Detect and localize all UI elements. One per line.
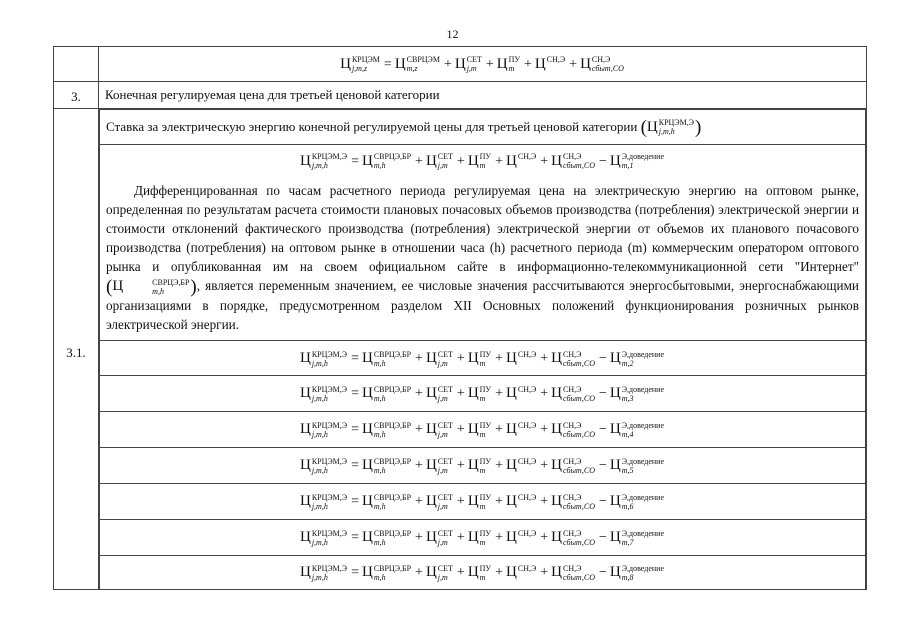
operator: +: [495, 458, 504, 474]
price-symbol: Ц СН,Э: [534, 55, 566, 72]
subscript: сбыт,СО: [563, 358, 595, 368]
subscript: j,m,z: [351, 64, 368, 74]
price-symbol: Ц СЕТ j,m: [454, 55, 482, 74]
operator: +: [415, 530, 423, 546]
subscript: j,m: [466, 64, 477, 74]
price-symbol: Ц КРЦЭМ,Э j,m,h: [299, 456, 348, 475]
operator: +: [443, 57, 452, 72]
superscript: СН,Э: [563, 528, 582, 538]
superscript: ПУ: [479, 152, 492, 162]
operator: +: [495, 565, 504, 581]
subscript: [518, 360, 536, 368]
superscript: СН,Э: [517, 349, 537, 359]
price-symbol: Ц Э,доведение m,8: [609, 563, 665, 582]
operator: −: [599, 351, 607, 367]
subscript: j,m: [437, 572, 448, 582]
superscript: КРЦЭМ,Э: [311, 420, 348, 430]
operator: =: [351, 565, 359, 581]
price-symbol: Ц СН,Э сбыт,СО: [551, 349, 595, 368]
price-symbol: Ц СВРЦЭ,БР m,h: [361, 528, 412, 547]
operator: −: [599, 565, 607, 581]
subscript: m,h: [373, 161, 386, 171]
paragraph-text: , является переменным значением, ее числовые значения рассчитываются энергосбытовыми, энергоснабжающими организациями в порядке, предусмотренном разделом XII Основных положений функционирования розничных рынков электрической энергии.: [106, 278, 859, 333]
superscript: СН,Э: [591, 55, 611, 65]
subscript: сбыт,СО: [563, 465, 595, 475]
operator: =: [351, 458, 359, 474]
superscript: КРЦЭМ,Э: [311, 456, 348, 466]
row-number-cell: [54, 109, 99, 590]
close-paren: ): [190, 276, 197, 298]
superscript: СН,Э: [563, 563, 582, 573]
subscript: m: [479, 393, 486, 403]
subscript: m: [479, 358, 486, 368]
operator: +: [456, 458, 465, 474]
price-symbol: Ц КРЦЭМ j,m,z: [340, 55, 380, 74]
row-content-cell: [99, 47, 867, 82]
subscript: m: [479, 429, 486, 439]
price-symbol: Ц Э,доведение m,4: [609, 420, 665, 439]
row-number: 3.1.: [66, 345, 86, 361]
price-symbol: Ц ПУ m: [467, 563, 492, 582]
subscript: m: [479, 161, 486, 171]
price-symbol: Ц СН,Э: [506, 349, 537, 367]
subscript: [518, 431, 536, 439]
subscript: j,m,h: [311, 465, 328, 475]
price-symbol: Ц ПУ m: [467, 384, 492, 403]
superscript: СВРЦЭ,БР: [373, 492, 412, 502]
subscript: m: [479, 501, 486, 511]
superscript: СЕТ: [437, 492, 453, 502]
superscript: СВРЦЭ,БР: [373, 456, 412, 466]
superscript: КРЦЭМ,Э: [311, 349, 348, 359]
superscript: КРЦЭМ,Э: [658, 118, 694, 128]
price-symbol: Ц СН,Э сбыт,СО: [551, 456, 595, 475]
superscript: СН,Э: [517, 456, 537, 466]
subscript: сбыт,СО: [563, 429, 595, 439]
subscript: m,3: [621, 393, 634, 403]
open-paren: (: [106, 276, 113, 298]
superscript: СН,Э: [517, 528, 537, 538]
price-symbol: Ц КРЦЭМ,Э j,m,h: [299, 152, 348, 171]
subscript: m,5: [621, 465, 634, 475]
operator: +: [495, 154, 504, 169]
price-symbol: Ц КРЦЭМ,Э j,m,h: [299, 492, 348, 511]
superscript: СВРЦЭ,БР: [373, 384, 412, 394]
subscript: m,h: [373, 393, 386, 403]
price-symbol: Ц Э,доведение m,6: [609, 492, 665, 511]
subscript: [518, 395, 536, 403]
superscript: ПУ: [479, 528, 492, 538]
page-number: 12: [446, 27, 459, 41]
price-symbol: Ц ПУ m: [467, 349, 492, 368]
formula: [100, 556, 865, 589]
formula: [99, 47, 866, 81]
superscript: ПУ: [479, 349, 492, 359]
subscript: m,2: [621, 358, 634, 368]
operator: +: [495, 351, 504, 367]
row-content-cell: [99, 109, 867, 590]
superscript: Э,доведение: [621, 420, 665, 430]
subscript: m,h: [152, 286, 164, 296]
subscript: j,m,h: [311, 161, 328, 171]
price-symbol: Ц СЕТ j,m: [425, 420, 453, 439]
subscript: j,m: [437, 358, 448, 368]
operator: =: [351, 386, 359, 402]
inline-symbol: [112, 277, 190, 296]
operator: +: [540, 565, 549, 581]
superscript: Э,доведение: [621, 456, 665, 466]
superscript: СЕТ: [437, 456, 453, 466]
subscript: j,m: [437, 537, 448, 547]
superscript: СЕТ: [437, 152, 453, 162]
price-symbol: Ц ПУ m: [496, 55, 521, 74]
subscript: j,m: [437, 465, 448, 475]
operator: +: [456, 422, 465, 438]
subscript: m,h: [373, 465, 386, 475]
subscript: [518, 503, 536, 511]
price-symbol: Ц КРЦЭМ,Э j,m,h: [299, 420, 348, 439]
formula: [100, 145, 865, 177]
price-symbol: Ц ПУ m: [467, 420, 492, 439]
superscript: Э,доведение: [621, 349, 665, 359]
operator: +: [415, 154, 423, 169]
subscript: [518, 574, 536, 582]
price-symbol: Ц СН,Э: [506, 563, 537, 581]
price-symbol: Ц СН,Э сбыт,СО: [580, 55, 624, 74]
formula: [100, 448, 865, 483]
price-symbol: Ц СВРЦЭ,БР m,h: [361, 563, 412, 582]
subscript: m,1: [621, 161, 634, 171]
price-symbol: Ц СН,Э сбыт,СО: [551, 492, 595, 511]
subscript: m,h: [373, 501, 386, 511]
row-number-cell: [54, 47, 99, 82]
superscript: СВРЦЭ,БР: [373, 152, 412, 162]
subscript: сбыт,СО: [563, 537, 595, 547]
operator: +: [540, 351, 549, 367]
open-paren: (: [640, 117, 647, 139]
row-content-cell: [99, 82, 867, 109]
subscript: [518, 539, 536, 547]
price-symbol: Ц Э,доведение m,2: [609, 349, 665, 368]
superscript: КРЦЭМ,Э: [311, 152, 348, 162]
operator: +: [540, 494, 549, 510]
subscript: m,6: [621, 501, 634, 511]
superscript: СН,Э: [517, 492, 537, 502]
subscript: m: [479, 572, 486, 582]
operator: =: [351, 530, 359, 546]
operator: −: [599, 494, 607, 510]
subscript: [518, 467, 536, 475]
operator: +: [456, 530, 465, 546]
subscript: j,m: [437, 429, 448, 439]
superscript: КРЦЭМ,Э: [311, 528, 348, 538]
operator: +: [540, 458, 549, 474]
superscript: СВРЦЭ,БР: [373, 420, 412, 430]
subscript: j,m,h: [311, 358, 328, 368]
operator: +: [540, 154, 549, 169]
superscript: СН,Э: [517, 152, 537, 162]
price-symbol: Ц ПУ m: [467, 456, 492, 475]
subscript: j,m,h: [311, 429, 328, 439]
price-symbol: Ц СВРЦЭ,БР m,h: [112, 277, 190, 296]
subsection-title: [100, 110, 865, 144]
subscript: j,m: [437, 161, 448, 171]
subscript: m,h: [373, 358, 386, 368]
price-symbol: Ц ПУ m: [467, 152, 492, 171]
subscript: m: [479, 537, 486, 547]
subscript: m: [479, 465, 486, 475]
superscript: КРЦЭМ,Э: [311, 492, 348, 502]
formula: [100, 412, 865, 447]
superscript: СН,Э: [563, 456, 582, 466]
price-symbol: Ц СН,Э: [506, 384, 537, 402]
section-title: Конечная регулируемая цена для третьей ценовой категории: [105, 87, 440, 102]
superscript: ПУ: [508, 55, 521, 65]
superscript: СВРЦЭ,БР: [373, 528, 412, 538]
subscript: m,7: [621, 537, 634, 547]
price-symbol: Ц СЕТ j,m: [425, 456, 453, 475]
superscript: Э,доведение: [621, 152, 665, 162]
price-symbol: Ц Э,доведение m,7: [609, 528, 665, 547]
subscript: [547, 65, 565, 73]
subscript: m: [508, 64, 515, 74]
close-paren: ): [694, 117, 702, 139]
operator: +: [415, 386, 423, 402]
price-symbol: Ц СЕТ j,m: [425, 492, 453, 511]
subscript: m,h: [373, 429, 386, 439]
price-symbol: Ц СН,Э сбыт,СО: [551, 384, 595, 403]
operator: +: [456, 386, 465, 402]
operator: +: [456, 351, 465, 367]
price-symbol: Ц СН,Э сбыт,СО: [551, 563, 595, 582]
operator: +: [569, 57, 578, 72]
subscript: j,m,h: [658, 127, 675, 137]
superscript: ПУ: [479, 563, 492, 573]
subscript: сбыт,СО: [563, 501, 595, 511]
formula: [100, 484, 865, 519]
price-symbol: Ц КРЦЭМ,Э j,m,h: [646, 118, 694, 137]
subscript: сбыт,СО: [563, 161, 595, 171]
superscript: СВРЦЭ,БР: [373, 349, 412, 359]
regulation-table: [53, 46, 867, 590]
operator: =: [351, 494, 359, 510]
table-row: [54, 47, 867, 82]
price-symbol: Ц Э,доведение m,5: [609, 456, 665, 475]
subscript: j,m: [437, 501, 448, 511]
operator: +: [456, 494, 465, 510]
price-symbol: Ц ПУ m: [467, 492, 492, 511]
superscript: ПУ: [479, 492, 492, 502]
superscript: СН,Э: [563, 384, 582, 394]
superscript: СН,Э: [517, 384, 537, 394]
superscript: Э,доведение: [621, 384, 665, 394]
price-symbol: Ц СЕТ j,m: [425, 563, 453, 582]
operator: =: [351, 351, 359, 367]
superscript: СН,Э: [517, 420, 537, 430]
superscript: СВРЦЭ,БР: [152, 277, 190, 287]
price-symbol: Ц СН,Э сбыт,СО: [551, 420, 595, 439]
operator: =: [351, 422, 359, 438]
price-symbol: Ц Э,доведение m,3: [609, 384, 665, 403]
subscript: m,8: [621, 572, 634, 582]
operator: −: [599, 154, 607, 169]
row-number-cell: [54, 82, 99, 109]
operator: +: [495, 422, 504, 438]
subscript: m,h: [373, 572, 386, 582]
price-symbol: Ц СН,Э: [506, 528, 537, 546]
superscript: СЕТ: [437, 384, 453, 394]
superscript: КРЦЭМ,Э: [311, 563, 348, 573]
operator: −: [599, 530, 607, 546]
operator: +: [415, 458, 423, 474]
formula: [100, 520, 865, 555]
subsection-title-text: Ставка за электрическую энергию конечной регулируемой цены для третьей ценовой категории: [106, 119, 638, 134]
superscript: СН,Э: [517, 563, 537, 573]
price-symbol: Ц КРЦЭМ,Э j,m,h: [299, 349, 348, 368]
superscript: СН,Э: [563, 349, 582, 359]
superscript: СЕТ: [437, 528, 453, 538]
operator: +: [540, 530, 549, 546]
formula: [100, 376, 865, 411]
subscript: m,z: [406, 64, 418, 74]
price-symbol: Ц СН,Э: [506, 420, 537, 438]
price-symbol: Ц КРЦЭМ,Э j,m,h: [299, 384, 348, 403]
price-symbol: Ц СН,Э сбыт,СО: [551, 528, 595, 547]
superscript: КРЦЭМ: [351, 55, 380, 65]
operator: +: [415, 351, 423, 367]
subscript: j,m,h: [311, 537, 328, 547]
price-symbol: Ц СН,Э: [506, 456, 537, 474]
operator: +: [495, 530, 504, 546]
price-symbol: Ц СН,Э сбыт,СО: [551, 152, 595, 171]
subscript: m,4: [621, 429, 634, 439]
subscript: j,m,h: [311, 501, 328, 511]
price-symbol: Ц СЕТ j,m: [425, 528, 453, 547]
superscript: ПУ: [479, 420, 492, 430]
operator: +: [456, 565, 465, 581]
subscript: [518, 162, 536, 170]
price-symbol: Ц СЕТ j,m: [425, 152, 453, 171]
price-symbol: Ц СВРЦЭ,БР m,h: [361, 492, 412, 511]
superscript: ПУ: [479, 384, 492, 394]
subscript: сбыт,СО: [563, 572, 595, 582]
operator: +: [415, 422, 423, 438]
subscript: m,h: [373, 537, 386, 547]
superscript: Э,доведение: [621, 528, 665, 538]
operator: −: [599, 386, 607, 402]
superscript: СЕТ: [437, 420, 453, 430]
superscript: СЕТ: [437, 563, 453, 573]
inline-symbol: [647, 120, 695, 135]
formula: [100, 341, 865, 375]
row-number: 3.: [71, 89, 81, 104]
superscript: СВРЦЭ,БР: [373, 563, 412, 573]
price-symbol: Ц СВРЦЭ,БР m,h: [361, 384, 412, 403]
paragraph-text: Дифференцированная по часам расчетного периода регулируемая цена на электрическую энергию на оптовом рынке, определенная по результатам расчета стоимости плановых почасовых объемов производства (потребления) электрической энергии и стоимости отклонений фактического производства (потребления) электрической энергии от объемов их планового почасового производства (потребления) на оптовом рынке в отношении часа (h) расчетного периода (m) коммерческим оператором оптового рынка и опубликованная им на своем официальном сайте в информационно-телекоммуникационной сети "Интернет": [106, 183, 859, 274]
price-symbol: Ц СН,Э: [506, 152, 537, 169]
superscript: СЕТ: [466, 55, 482, 65]
price-symbol: Ц СВРЦЭ,БР m,h: [361, 349, 412, 368]
subscript: j,m: [437, 393, 448, 403]
price-symbol: Ц СН,Э: [506, 492, 537, 510]
operator: +: [524, 57, 532, 72]
subscript: сбыт,СО: [591, 64, 624, 74]
superscript: СН,Э: [563, 152, 582, 162]
price-symbol: Ц СЕТ j,m: [425, 384, 453, 403]
subscript: j,m,h: [311, 572, 328, 582]
description-paragraph: [100, 177, 865, 340]
operator: =: [351, 154, 359, 169]
operator: −: [599, 422, 607, 438]
superscript: СН,Э: [546, 55, 566, 65]
superscript: СН,Э: [563, 492, 582, 502]
operator: +: [485, 57, 494, 72]
price-symbol: Ц КРЦЭМ,Э j,m,h: [299, 528, 348, 547]
inner-table: [99, 109, 866, 589]
superscript: СЕТ: [437, 349, 453, 359]
price-symbol: Ц Э,доведение m,1: [609, 152, 665, 171]
operator: =: [383, 57, 392, 72]
price-symbol: Ц СВРЦЭМ m,z: [394, 55, 440, 74]
operator: +: [540, 386, 549, 402]
price-symbol: Ц СВРЦЭ,БР m,h: [361, 420, 412, 439]
operator: +: [540, 422, 549, 438]
operator: −: [599, 458, 607, 474]
operator: +: [415, 494, 423, 510]
superscript: КРЦЭМ,Э: [311, 384, 348, 394]
operator: +: [495, 386, 504, 402]
price-symbol: Ц ПУ m: [467, 528, 492, 547]
superscript: СВРЦЭМ: [406, 55, 440, 65]
operator: +: [415, 565, 423, 581]
price-symbol: Ц СВРЦЭ,БР m,h: [361, 152, 412, 171]
superscript: Э,доведение: [621, 492, 665, 502]
superscript: СН,Э: [563, 420, 582, 430]
superscript: Э,доведение: [621, 563, 665, 573]
price-symbol: Ц СЕТ j,m: [425, 349, 453, 368]
price-symbol: Ц СВРЦЭ,БР m,h: [361, 456, 412, 475]
table-row: [54, 109, 867, 590]
superscript: ПУ: [479, 456, 492, 466]
operator: +: [495, 494, 504, 510]
subscript: сбыт,СО: [563, 393, 595, 403]
operator: +: [456, 154, 465, 169]
price-symbol: Ц КРЦЭМ,Э j,m,h: [299, 563, 348, 582]
table-row: [54, 82, 867, 109]
subscript: j,m,h: [311, 393, 328, 403]
